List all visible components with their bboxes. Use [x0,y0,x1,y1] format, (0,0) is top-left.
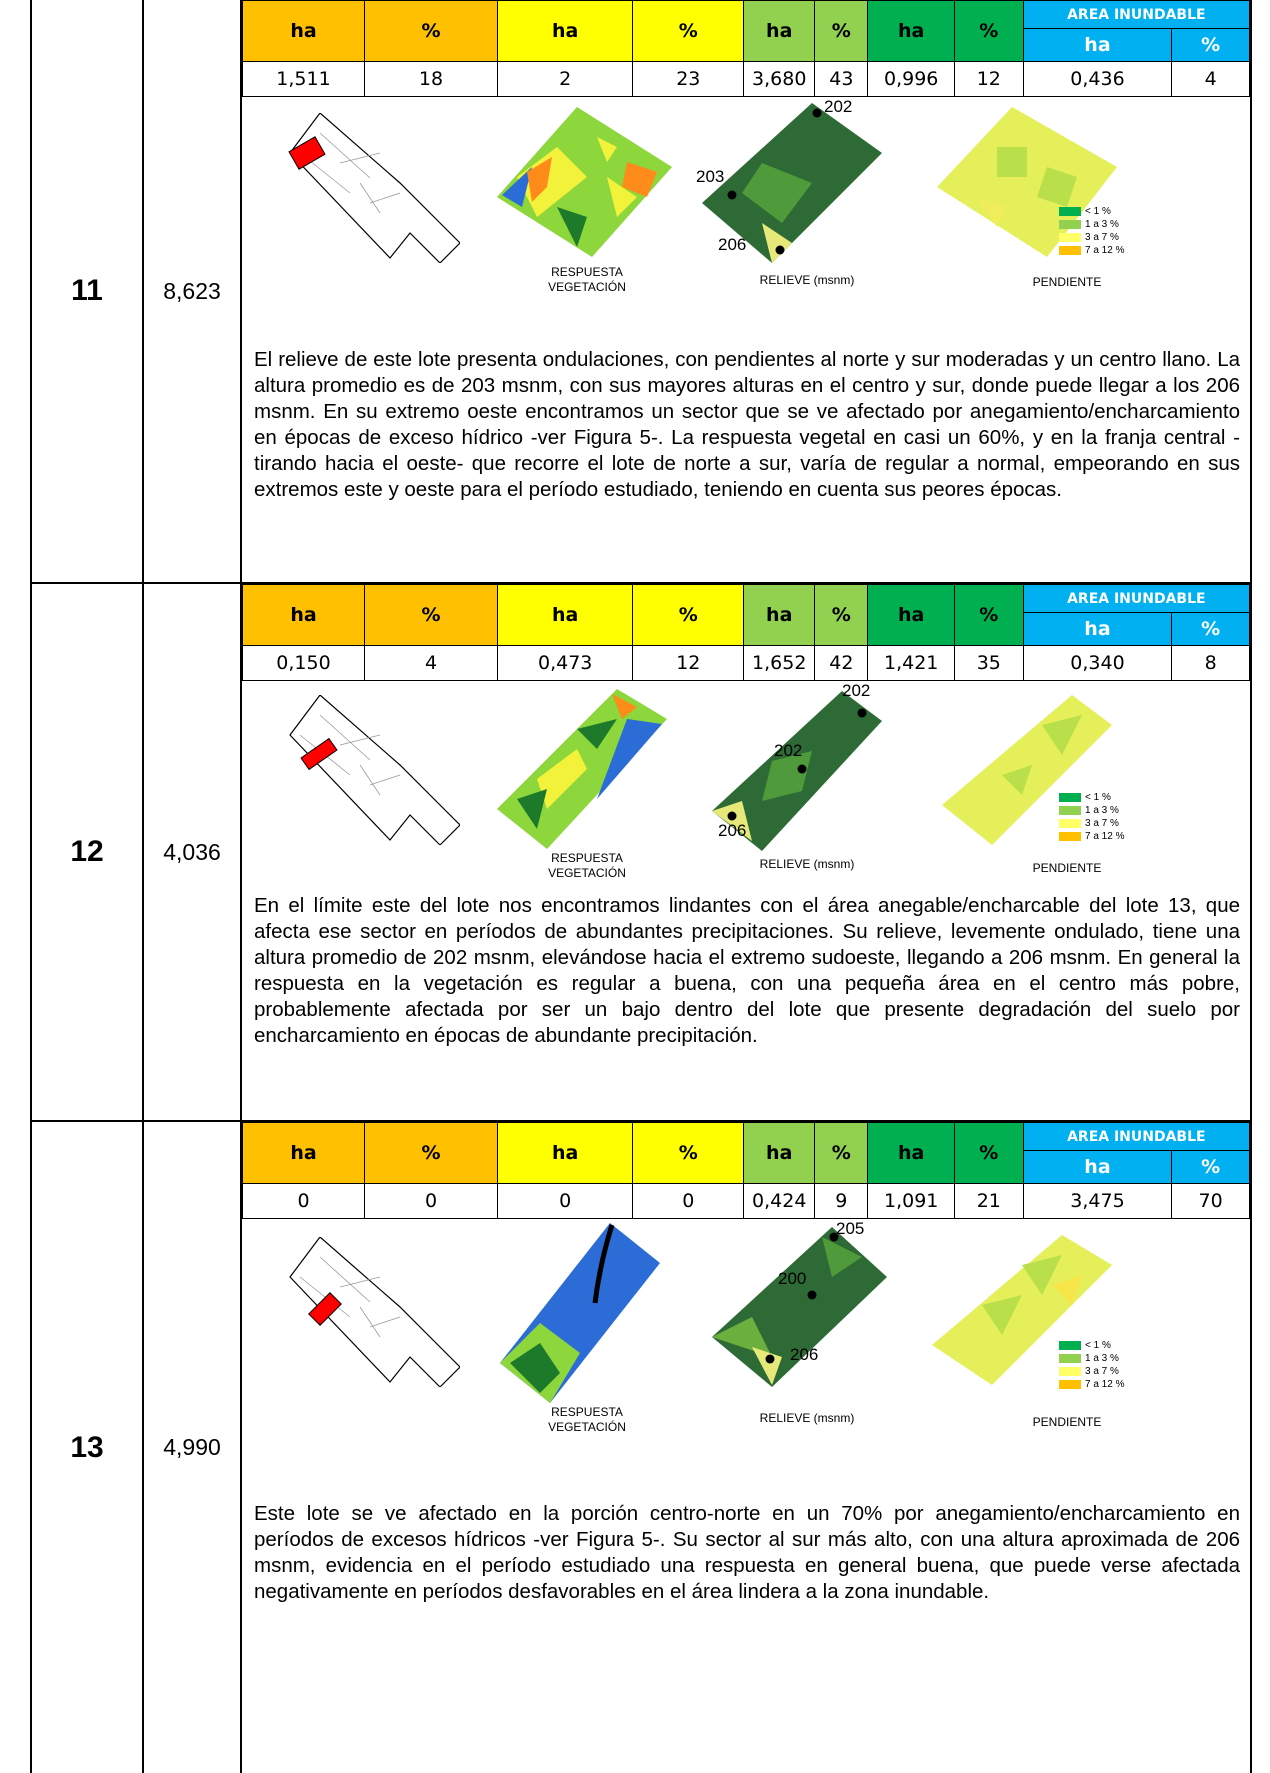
map-caption-relief: RELIEVE (msnm) [759,857,855,871]
header-pct: % [633,585,744,646]
value-cell: 0 [633,1184,744,1219]
value-cell: 70 [1172,1184,1250,1219]
legend-item: 1 a 3 % [1059,804,1124,817]
value-cell: 0,150 [243,646,365,681]
vegetation-map [497,107,672,257]
maps-panel [242,681,1250,893]
legend-item: < 1 % [1059,205,1124,218]
stats-table [242,0,1250,97]
map-caption-relief: RELIEVE (msnm) [759,273,855,287]
value-cell: 4 [1172,62,1250,97]
legend-item: 7 a 12 % [1059,244,1124,257]
value-cell: 8 [1172,646,1250,681]
header-pct: % [364,585,497,646]
header-pct: % [954,1123,1023,1184]
lote-area: 8,623 [144,0,242,582]
value-cell: 4 [364,646,497,681]
header-pct: % [815,1123,868,1184]
header-pct: % [1172,613,1250,646]
relief-point [858,709,867,718]
slope-legend [1059,205,1124,257]
header-area-inundable: AREA INUNDABLE [1023,1,1249,29]
slope-legend [1059,791,1124,843]
value-cell: 0 [498,1184,633,1219]
lote-content [242,0,1250,582]
maps-panel [242,97,1250,347]
header-pct: % [954,585,1023,646]
vegetation-map [497,689,667,849]
legend-item: 3 a 7 % [1059,817,1124,830]
value-cell: 0,473 [498,646,633,681]
header-ha: ha [1023,29,1172,62]
relief-label: 206 [790,1345,819,1364]
location-map [280,113,460,263]
legend-item: 3 a 7 % [1059,231,1124,244]
lote-description: El relieve de este lote presenta ondulaciones, con pendientes al norte y sur moderadas y un centro llano. La altura promedio es de 203 msnm, con sus mayores alturas en el centro y sur, donde puede llegar a los 206 msnm. En su extremo oeste encontramos un sector que se ve afectado por anegamiento/encharcamiento en épocas de exceso hídrico -ver Figura 5-. La respuesta vegetal en casi un 60%, y en la franja central -tirando hacia el oeste- que recorre el lote de norte a sur, varía de regular a normal, empeorando en sus extremos este y oeste para el período estudiado, teniendo en cuenta sus peores épocas. [254,348,1240,501]
header-pct: % [954,1,1023,62]
legend-item: 7 a 12 % [1059,830,1124,843]
value-cell: 12 [633,646,744,681]
lote-description: En el límite este del lote nos encontramos lindantes con el área anegable/encharcable del lote 13, que afecta ese sector en períodos de abundantes precipitaciones. Su relieve, levemente ondulado, tiene una altura promedio de 202 msnm, elevándose hacia el extremo sudoeste, llegando a 206 msnm. En general la respuesta en la vegetación es regular a buena, con una pequeña área en el centro más pobre, probablemente afectada por ser un bajo dentro del lote que presente degradación del suelo por encharcamiento en épocas de abundante precipitación. [254,894,1240,1047]
relief-label: 206 [718,235,747,254]
header-ha: ha [744,585,815,646]
header-pct: % [364,1123,497,1184]
value-cell: 9 [815,1184,868,1219]
header-ha: ha [498,1,633,62]
relief-label: 202 [774,741,803,760]
relief-label: 200 [778,1269,807,1288]
legend-item: 1 a 3 % [1059,1352,1124,1365]
value-cell: 0,996 [868,62,955,97]
map-caption-vegetation: RESPUESTA VEGETACIÓN [548,1405,626,1434]
value-cell: 1,652 [744,646,815,681]
maps-panel [242,1219,1250,1459]
value-cell: 18 [364,62,497,97]
value-cell: 23 [633,62,744,97]
value-cell: 0 [243,1184,365,1219]
relief-point [766,1355,775,1364]
legend-item: 3 a 7 % [1059,1365,1124,1378]
lote-row-13 [30,1122,1252,1773]
value-cell: 0,424 [744,1184,815,1219]
header-ha: ha [498,585,633,646]
lote-area: 4,990 [144,1122,242,1773]
lote-description: Este lote se ve afectado en la porción centro-norte en un 70% por anegamiento/encharcamiento en períodos de excesos hídricos -ver Figura 5-. Su sector al sur más alto, con una altura aproximada de 206 msnm, evidencia en el período estudiado una respuesta en general buena, que puede verse afectada negativamente en períodos desfavorables en el área lindera a la zona inundable. [254,1502,1240,1603]
header-area-inundable: AREA INUNDABLE [1023,585,1249,613]
header-ha: ha [243,585,365,646]
map-caption-relief: RELIEVE (msnm) [759,1411,855,1425]
header-ha: ha [243,1,365,62]
header-ha: ha [868,1,955,62]
relief-label: 206 [718,821,747,840]
lote-content [242,584,1250,1120]
relief-label: 202 [842,681,871,700]
map-caption-slope: PENDIENTE [1032,861,1102,875]
lote-row-11 [30,0,1252,584]
header-pct: % [364,1,497,62]
legend-item: < 1 % [1059,791,1124,804]
header-ha: ha [1023,613,1172,646]
header-ha: ha [868,585,955,646]
value-cell: 0,436 [1023,62,1172,97]
header-pct: % [633,1,744,62]
lote-number: 12 [32,584,144,1120]
value-cell: 1,091 [868,1184,955,1219]
value-cell: 43 [815,62,868,97]
header-ha: ha [868,1123,955,1184]
map-caption-slope: PENDIENTE [1032,275,1102,289]
value-cell: 0,340 [1023,646,1172,681]
slope-legend [1059,1339,1124,1391]
location-map [280,695,460,845]
header-area-inundable: AREA INUNDABLE [1023,1123,1249,1151]
header-pct: % [1172,1151,1250,1184]
header-pct: % [633,1123,744,1184]
lote-row-12 [30,584,1252,1122]
lote-area: 4,036 [144,584,242,1120]
value-cell: 35 [954,646,1023,681]
relief-label: 203 [696,167,725,186]
location-map [280,1237,460,1387]
lote-number: 11 [32,0,144,582]
value-cell: 1,421 [868,646,955,681]
header-ha: ha [744,1,815,62]
stats-table [242,1122,1250,1219]
relief-point [776,246,785,255]
value-cell: 1,511 [243,62,365,97]
value-cell: 3,680 [744,62,815,97]
header-pct: % [815,1,868,62]
header-ha: ha [744,1123,815,1184]
stats-table [242,584,1250,681]
legend-item: < 1 % [1059,1339,1124,1352]
value-cell: 12 [954,62,1023,97]
header-pct: % [1172,29,1250,62]
value-cell: 42 [815,646,868,681]
relief-label: 205 [836,1219,865,1238]
value-cell: 3,475 [1023,1184,1172,1219]
value-cell: 21 [954,1184,1023,1219]
map-caption-vegetation: RESPUESTA VEGETACIÓN [548,265,626,294]
map-caption-slope: PENDIENTE [1032,1415,1102,1429]
header-ha: ha [243,1123,365,1184]
relief-point [808,1291,817,1300]
lote-number: 13 [32,1122,144,1773]
value-cell: 2 [498,62,633,97]
header-ha: ha [498,1123,633,1184]
legend-item: 7 a 12 % [1059,1378,1124,1391]
lotes-table [30,0,1252,1773]
vegetation-map [500,1223,660,1403]
relief-label: 202 [824,97,853,116]
value-cell: 0 [364,1184,497,1219]
relief-point [813,109,822,118]
header-ha: ha [1023,1151,1172,1184]
relief-point [728,191,737,200]
header-pct: % [815,585,868,646]
legend-item: 1 a 3 % [1059,218,1124,231]
relief-point [798,765,807,774]
map-caption-vegetation: RESPUESTA VEGETACIÓN [548,851,626,880]
relief-point [728,812,737,821]
lote-content [242,1122,1250,1773]
